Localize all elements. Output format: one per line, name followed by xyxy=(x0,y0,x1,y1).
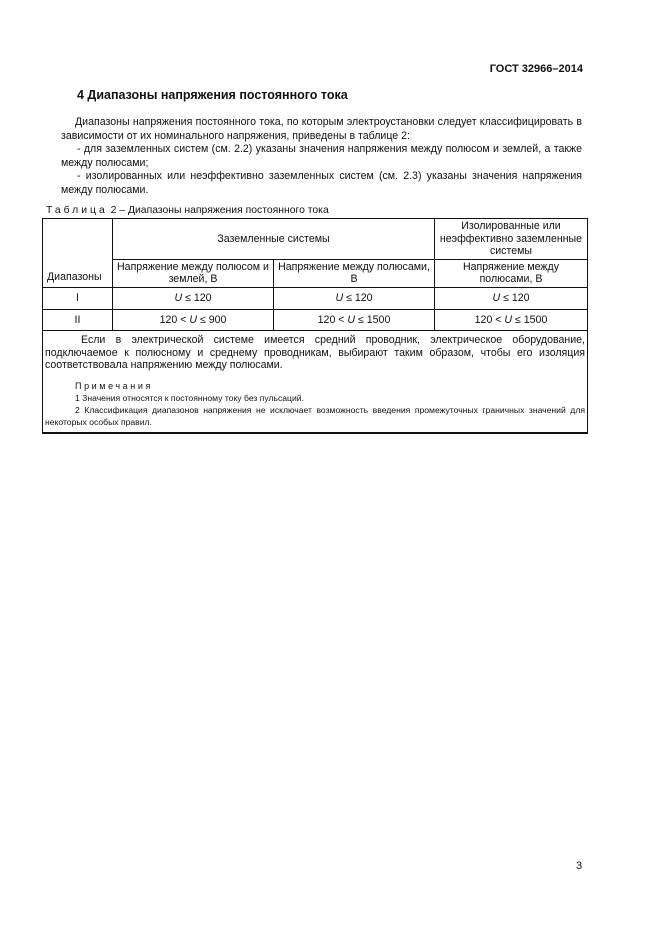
list-item-isolated: - изолированных или неэффективно заземленных систем (см. 2.3) указаны значения напряжения между полюсами. xyxy=(61,170,582,196)
voltage-symbol: U xyxy=(189,313,197,326)
voltage-ranges-table xyxy=(42,218,588,434)
notes-cell xyxy=(43,330,588,432)
table-row xyxy=(43,287,588,309)
value-text: ≤ 120 xyxy=(343,292,373,305)
value-cell xyxy=(274,287,435,309)
range-cell: I xyxy=(43,287,113,309)
value-text: ≤ 120 xyxy=(182,292,212,305)
subheader-isolated-pole-pole: Напряжение между полюсами, В xyxy=(435,259,588,287)
document-code: ГОСТ 32966–2014 xyxy=(489,63,583,75)
voltage-symbol: U xyxy=(492,292,501,305)
value-prefix: 120 < xyxy=(317,313,348,326)
table-caption-label: Таблица xyxy=(46,205,108,216)
subheader-pole-earth: Напряжение между полюсом и землей, В xyxy=(113,259,274,287)
table-row xyxy=(43,309,588,330)
table-footnote: Если в электрической системе имеется средний проводник, электрическое оборудование, подключаемое к полюсному и среднему проводникам, выбирают таким образом, чтобы его изоляция соответствовала напряжению между полюсами. xyxy=(45,333,585,372)
value-cell xyxy=(435,287,588,309)
subheader-pole-pole: Напряжение между полюсами, В xyxy=(274,259,435,287)
table-caption xyxy=(46,205,329,216)
notes-title: Примечания xyxy=(75,380,153,391)
table-notes-row xyxy=(43,330,588,432)
header-ranges: Диапазоны xyxy=(43,219,113,288)
section-title: 4 Диапазоны напряжения постоянного тока xyxy=(77,88,348,102)
range-cell: II xyxy=(43,309,113,330)
note-2: 2 Классификация диапазонов напряжения не исключает возможность введения промежуточных граничных значений для некоторых особых правил. xyxy=(45,404,585,427)
section-body xyxy=(61,116,582,198)
table-caption-text: 2 – Диапазоны напряжения постоянного тока xyxy=(107,205,329,216)
header-grounded-systems: Заземленные системы xyxy=(113,219,435,260)
value-prefix: 120 < xyxy=(474,313,505,326)
voltage-symbol: U xyxy=(174,292,183,305)
value-text: ≤ 1500 xyxy=(355,313,391,326)
value-cell xyxy=(113,287,274,309)
note-1: 1 Значения относятся к постоянному току без пульсаций. xyxy=(75,392,304,403)
value-cell xyxy=(113,309,274,330)
voltage-symbol: U xyxy=(335,292,344,305)
paragraph: Диапазоны напряжения постоянного тока, по которым электроустановки следует классифицировать в зависимости от их номинального напряжения, приведены в таблице 2: xyxy=(61,116,582,142)
voltage-symbol: U xyxy=(347,313,356,326)
value-text: ≤ 900 xyxy=(197,313,227,326)
value-prefix: 120 < xyxy=(159,313,190,326)
value-text: ≤ 1500 xyxy=(512,313,548,326)
value-text: ≤ 120 xyxy=(500,292,530,305)
list-item-grounded: - для заземленных систем (см. 2.2) указаны значения напряжения между полюсом и землей, а также между полюсами; xyxy=(61,143,582,169)
header-isolated-systems: Изолированные или неэффективно заземленные системы xyxy=(435,219,588,260)
value-cell xyxy=(435,309,588,330)
page-number: 3 xyxy=(576,860,583,872)
value-cell xyxy=(274,309,435,330)
voltage-symbol: U xyxy=(504,313,513,326)
